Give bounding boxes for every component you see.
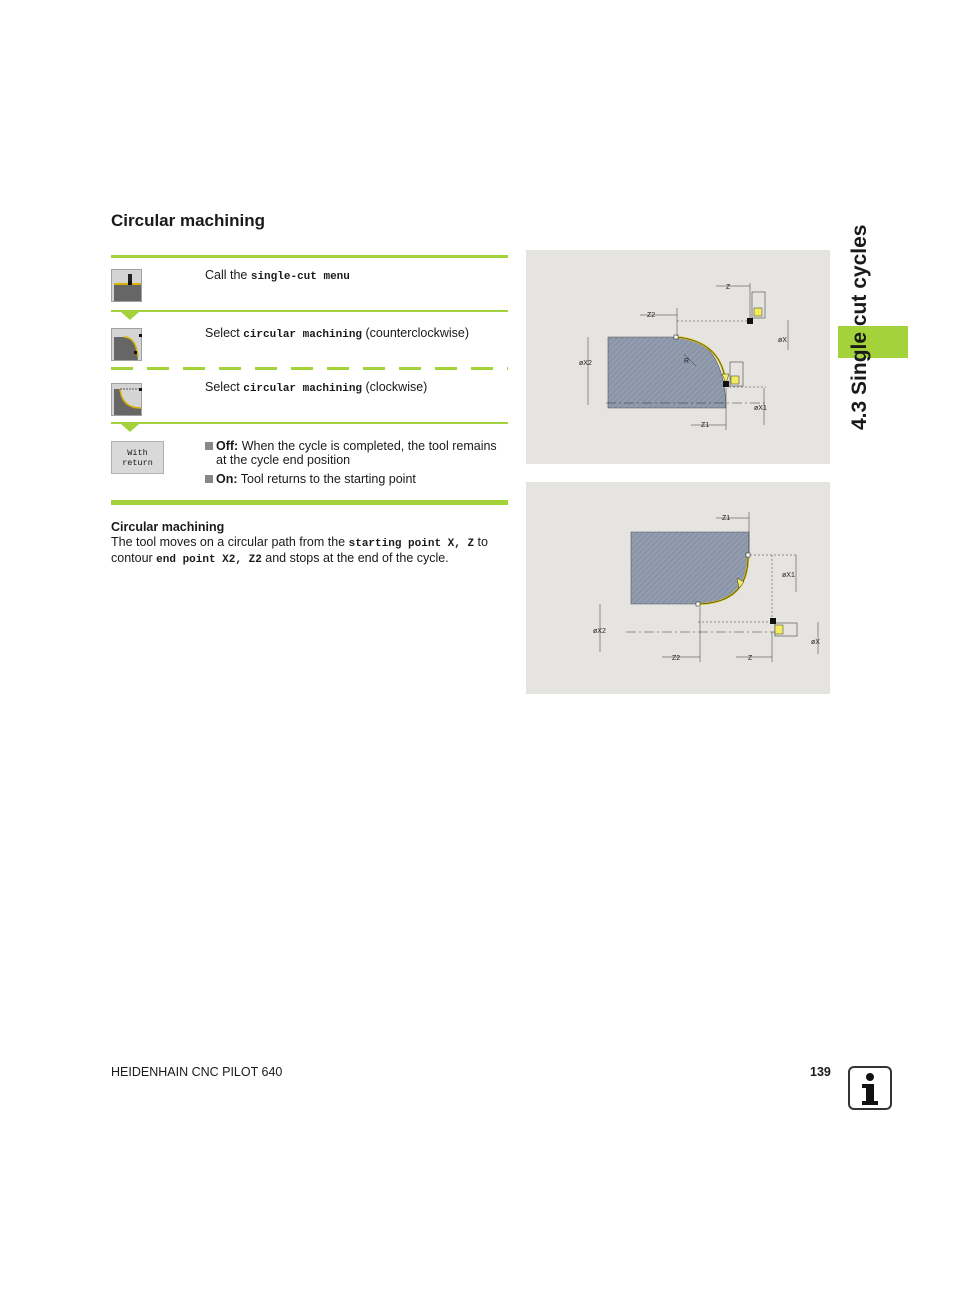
desc-text-3: and stops at the end of the cycle. xyxy=(261,551,449,565)
desc-text-2: to contour xyxy=(111,535,488,565)
info-icon xyxy=(848,1066,892,1110)
step-select-cw xyxy=(205,380,427,397)
step-arrow xyxy=(121,312,139,320)
fig1-z2-label: Z2 xyxy=(647,312,656,319)
step-1-code: single-cut menu xyxy=(250,271,350,283)
fig2-x-label: øX xyxy=(811,639,820,646)
option-on-text: Tool returns to the starting point xyxy=(237,472,416,486)
option-on-label: On: xyxy=(216,472,238,486)
page-number: 139 xyxy=(810,1065,831,1079)
footer-product: HEIDENHAIN CNC PILOT 640 xyxy=(111,1065,283,1079)
step-select-ccw xyxy=(205,326,469,343)
fig2-x1-label: øX1 xyxy=(782,572,795,579)
section-title: Circular machining xyxy=(111,211,265,230)
fig1-r-label: R xyxy=(684,358,690,365)
fig2-z2-label: Z2 xyxy=(672,655,681,662)
softkey-line-1: With xyxy=(127,448,148,458)
description-body xyxy=(111,535,511,567)
step-2-text: Select xyxy=(205,326,244,340)
step-3-suffix: (clockwise) xyxy=(362,380,428,394)
fig1-x1-label: øX1 xyxy=(754,405,767,412)
bullet-icon xyxy=(205,475,213,483)
table-bottom-rule xyxy=(111,500,508,505)
fig2-x2-label: øX2 xyxy=(593,628,606,635)
bullet-icon xyxy=(205,442,213,450)
step-arrow-2 xyxy=(121,424,139,432)
table-top-rule xyxy=(111,255,508,258)
figure-counterclockwise xyxy=(526,250,830,464)
desc-text-1: The tool moves on a circular path from the xyxy=(111,535,349,549)
description-heading: Circular machining xyxy=(111,520,225,534)
step-3-code: circular machining xyxy=(243,383,363,395)
chapter-label: 4.3 Single cut cycles xyxy=(848,224,871,430)
step-1-text: Call the xyxy=(205,268,251,282)
step-divider-2 xyxy=(111,422,508,424)
with-return-softkey[interactable] xyxy=(111,441,164,474)
desc-code-2: end point X2, Z2 xyxy=(156,554,262,566)
option-on xyxy=(205,472,510,486)
option-off xyxy=(205,439,510,467)
step-divider xyxy=(111,310,508,312)
fig2-z-label: Z xyxy=(748,655,753,662)
step-3-text: Select xyxy=(205,380,244,394)
softkey-line-2: return xyxy=(122,458,153,468)
fig1-x-label: øX xyxy=(778,337,787,344)
figure-clockwise xyxy=(526,482,830,694)
fig1-z1-label: Z1 xyxy=(701,422,710,429)
desc-code-1: starting point X, Z xyxy=(348,538,475,550)
fig2-z1-label: Z1 xyxy=(722,515,731,522)
single-cut-menu-icon[interactable] xyxy=(111,269,142,302)
step-call-menu xyxy=(205,268,350,285)
option-off-label: Off: xyxy=(216,439,239,453)
alternative-divider xyxy=(111,367,508,370)
fig1-z-label: Z xyxy=(726,284,731,291)
circular-cw-icon[interactable] xyxy=(111,383,142,416)
option-off-text: When the cycle is completed, the tool remains at the cycle end position xyxy=(216,439,497,467)
step-2-code: circular machining xyxy=(243,329,363,341)
fig1-x2-label: øX2 xyxy=(579,360,592,367)
step-2-suffix: (counterclockwise) xyxy=(362,326,470,340)
circular-ccw-icon[interactable] xyxy=(111,328,142,361)
